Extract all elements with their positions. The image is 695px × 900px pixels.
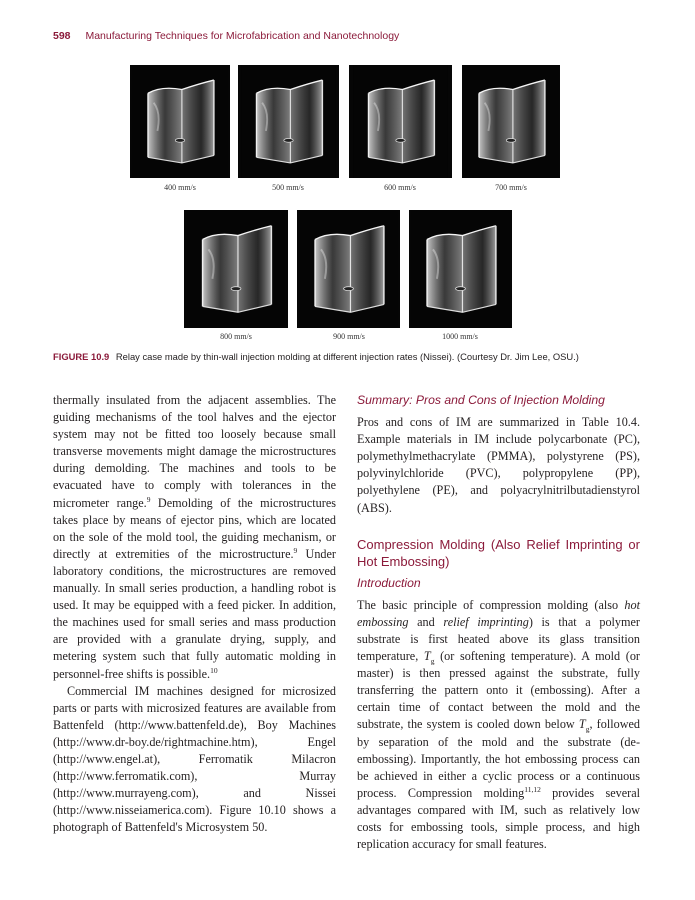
reference: 11,12 — [524, 784, 541, 794]
text-run: (or softening temperature). A mold (or master) is then pressed against the substrate, fully transferring the pattern onto it (embossing). After a certain time of contact between the mold and the substrate, the system is cooled down below — [357, 649, 640, 732]
photo-800 — [184, 210, 288, 328]
text-run: Demolding of the microstructures takes place by means of ejector pins, which are located on the sole of the mold tool, the guiding mechanism, or directly at extremities of the microstructure. — [53, 495, 336, 561]
symbol-tg: T — [423, 649, 431, 664]
photo-label: 900 mm/s — [333, 332, 365, 341]
figure-caption — [53, 351, 653, 362]
symbol-subscript: g — [430, 656, 435, 666]
paragraph: Commercial IM machines designed for microsized parts or parts with microsized features are available from Battenfeld (http://www.battenfeld.de), Boy Machines (http://www.dr-boy.de/rightmachine.htm), Engel (http://www.engel.at), Ferromatik Milacron (http://www.ferromatik.com), Murray (http://www.murrayeng.com), and Nissei (http://www.nisseiamerica.com). Figure 10.10 shows a photograph of Battenfeld's Microsystem 50. — [53, 683, 336, 835]
photo-label: 800 mm/s — [220, 332, 252, 341]
running-header — [53, 30, 399, 42]
intro-paragraph — [357, 597, 640, 853]
photo-1000 — [409, 210, 512, 328]
symbol-tg: T — [578, 717, 586, 732]
photo-700 — [462, 65, 560, 178]
photo-500 — [238, 65, 339, 178]
text-run: and — [408, 614, 444, 629]
text-run: The basic principle of compression molding (also — [357, 597, 625, 612]
right-column — [357, 392, 640, 853]
figure-caption-text: Relay case made by thin-wall injection molding at different injection rates (Nissei). (Courtesy Dr. Jim Lee, OSU.) — [115, 351, 579, 362]
reference: 9 — [146, 494, 151, 504]
text-run: ) is that a polymer substrate is first heated above its glass transition temperature, — [357, 614, 640, 664]
photo-900 — [297, 210, 400, 328]
emphasis: relief imprinting — [443, 614, 529, 629]
photo-label: 600 mm/s — [384, 183, 416, 192]
running-title: Manufacturing Techniques for Microfabrication and Nanotechnology — [85, 30, 400, 42]
photo-label: 500 mm/s — [272, 183, 304, 192]
left-column — [53, 392, 336, 836]
photo-600 — [349, 65, 452, 178]
symbol-subscript: g — [585, 724, 590, 734]
paragraph — [53, 392, 336, 683]
photo-400 — [130, 65, 230, 178]
emphasis: hot embossing — [357, 597, 640, 629]
page-number: 598 — [53, 30, 71, 42]
text-run: Under laboratory conditions, the microstructures are removed manually. In small series production, a handling robot is used. It may be equipped with a feed picker. In addition, the machines used for small series and mass production are provided with a granulate drying, supply, and metering system such that fully automatic molding in personnel-free shifts is possible. — [53, 546, 336, 681]
text-run: , followed by separation of the mold and the substrate (de-embossing). Importantly, the hot embossing process can be achieved in either a cyclic process or a continuous process. Compression molding — [357, 717, 640, 800]
text-run: provides several advantages compared with IM, such as relatively low costs for embossing tools, simple process, and high replication accuracy for small features. — [357, 785, 640, 852]
figure-label: FIGURE 10.9 — [53, 351, 110, 362]
reference: 10 — [210, 665, 218, 675]
photo-label: 700 mm/s — [495, 183, 527, 192]
photo-label: 1000 mm/s — [442, 332, 478, 341]
subsection-heading: Introduction — [357, 575, 421, 590]
photo-label: 400 mm/s — [164, 183, 196, 192]
summary-paragraph: Pros and cons of IM are summarized in Table 10.4. Example materials in IM include polycarbonate (PC), polymethylmethacrylate (PMMA), polystyrene (PS), polyvinylchloride (PVC), polypropylene (PP), polyethylene (PE), and polyacrylnitrilbutadienstyrol (ABS). — [357, 415, 640, 515]
reference: 9 — [293, 545, 298, 555]
text-run: thermally insulated from the adjacent assemblies. The guiding mechanisms of the tool halves and the ejector system may not be fitted too loosely because small transverse movements might damage the microstructures during demolding. The machines and tools to be evacuated have to comply with tolerances in the micrometer range. — [53, 393, 336, 510]
section-heading: Compression Molding (Also Relief Imprinting or Hot Embossing) — [357, 536, 640, 569]
summary-heading: Summary: Pros and Cons of Injection Molding — [357, 393, 605, 407]
